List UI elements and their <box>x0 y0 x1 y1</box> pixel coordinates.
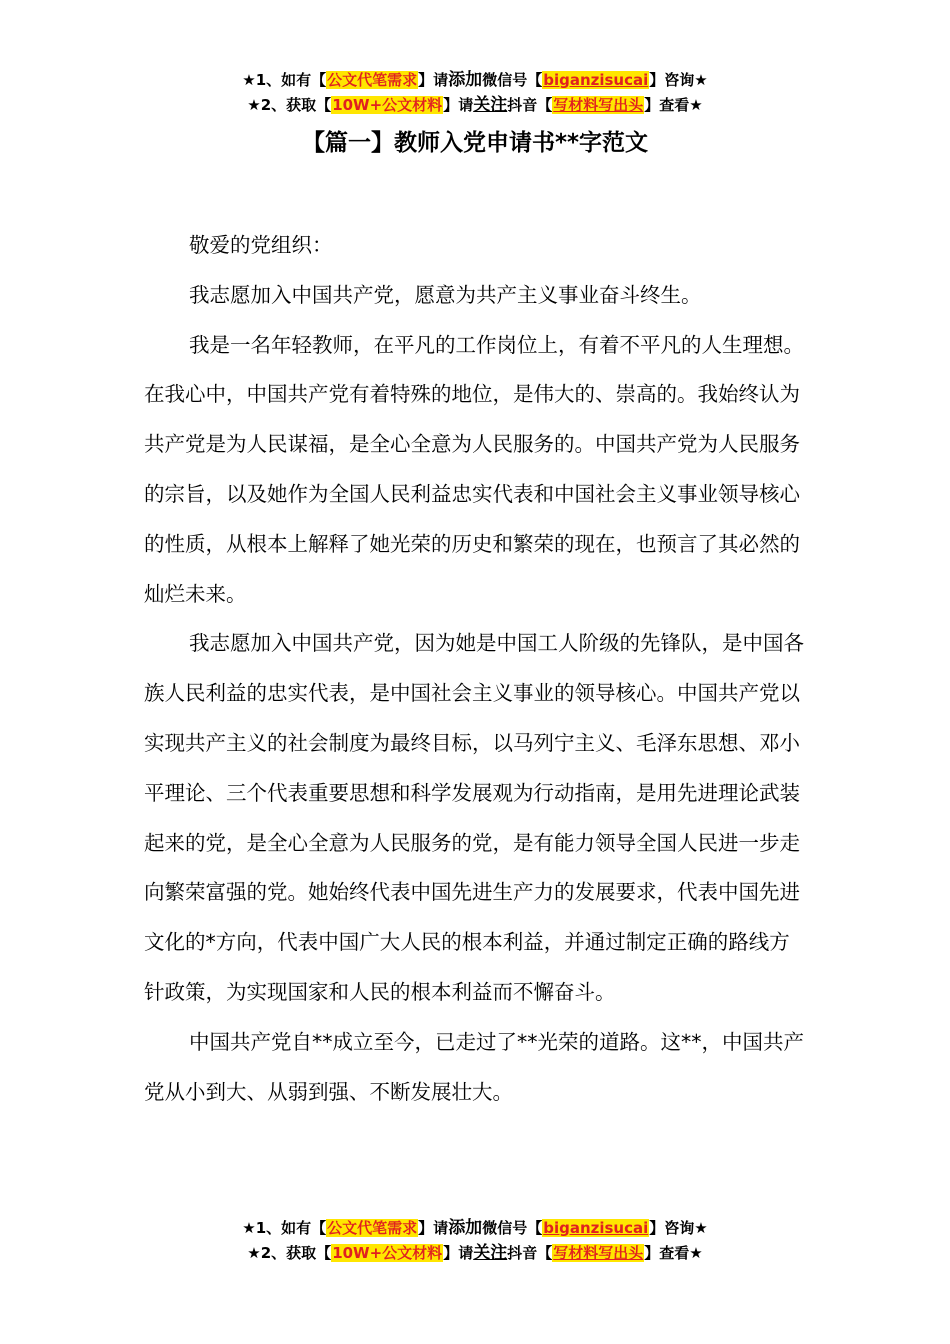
document-title: 【篇一】教师入党申请书**字范文 <box>301 130 649 156</box>
promo-highlight: 10W+公文材料 <box>332 96 443 114</box>
promo-text: 抖音【 <box>507 1244 553 1262</box>
promo-emphasis: 关注 <box>473 1243 508 1263</box>
promo-text: 】请 <box>443 1244 474 1262</box>
douyin-id-highlight: 写材料写出头 <box>553 96 644 114</box>
promo-highlight: 公文代笔需求 <box>327 1219 418 1237</box>
douyin-id-highlight: 写材料写出头 <box>553 1244 644 1262</box>
promo-line-1 <box>0 1216 950 1241</box>
body-paragraph: 中国共产党自**成立至今，已走过了**光荣的道路。这**，中国共产党从小到大、从弱到强、不断发展壮大。 <box>144 1029 804 1104</box>
wechat-id-highlight: biganzisucai <box>543 71 649 89</box>
promo-highlight: 公文代笔需求 <box>327 71 418 89</box>
promo-line-1 <box>0 68 950 93</box>
promo-text: 】请 <box>418 1219 449 1237</box>
footer-promo-banner <box>0 1216 950 1266</box>
promo-text: 】请 <box>443 96 474 114</box>
promo-text: 】咨询★ <box>649 1219 708 1237</box>
promo-text: ★1、如有【 <box>242 1219 327 1237</box>
header-promo-banner <box>0 68 950 118</box>
document-body <box>144 221 809 1117</box>
promo-text: ★2、获取【 <box>247 1244 332 1262</box>
promo-text: 抖音【 <box>507 96 553 114</box>
wechat-id-highlight: biganzisucai <box>543 1219 649 1237</box>
body-paragraph: 我志愿加入中国共产党，愿意为共产主义事业奋斗终生。 <box>189 282 702 307</box>
promo-emphasis: 添加 <box>448 70 483 90</box>
promo-text: 】请 <box>418 71 449 89</box>
promo-text: ★2、获取【 <box>247 96 332 114</box>
promo-line-2 <box>0 93 950 118</box>
promo-text: 】咨询★ <box>649 71 708 89</box>
promo-highlight: 10W+公文材料 <box>332 1244 443 1262</box>
promo-line-2 <box>0 1241 950 1266</box>
promo-text: 微信号【 <box>482 71 543 89</box>
promo-text: 】查看★ <box>644 96 703 114</box>
promo-emphasis: 添加 <box>448 1218 483 1238</box>
promo-text: 】查看★ <box>644 1244 703 1262</box>
body-paragraph: 我志愿加入中国共产党，因为她是中国工人阶级的先锋队，是中国各族人民利益的忠实代表，是中国社会主义事业的领导核心。中国共产党以实现共产主义的社会制度为最终目标，以马列宁主义、毛泽东思想、邓小平理论、三个代表重要思想和科学发展观为行动指南，是用先进理论武装起来的党，是全心全意为人民服务的党，是有能力领导全国人民进一步走向繁荣富强的党。她始终代表中国先进生产力的发展要求，代表中国先进文化的*方向，代表中国广大人民的根本利益，并通过制定正确的路线方针政策，为实现国家和人民的根本利益而不懈奋斗。 <box>144 631 804 1004</box>
salutation: 敬爱的党组织： <box>189 233 333 257</box>
promo-text: ★1、如有【 <box>242 71 327 89</box>
body-paragraph: 我是一名年轻教师，在平凡的工作岗位上，有着不平凡的人生理想。在我心中，中国共产党有着特殊的地位，是伟大的、崇高的。我始终认为共产党是为人民谋福，是全心全意为人民服务的。中国共产党为人民服务的宗旨，以及她作为全国人民利益忠实代表和中国社会主义事业领导核心的性质，从根本上解释了她光荣的历史和繁荣的现在，也预言了其必然的灿烂未来。 <box>144 332 804 606</box>
promo-text: 微信号【 <box>482 1219 543 1237</box>
promo-emphasis: 关注 <box>473 95 508 115</box>
